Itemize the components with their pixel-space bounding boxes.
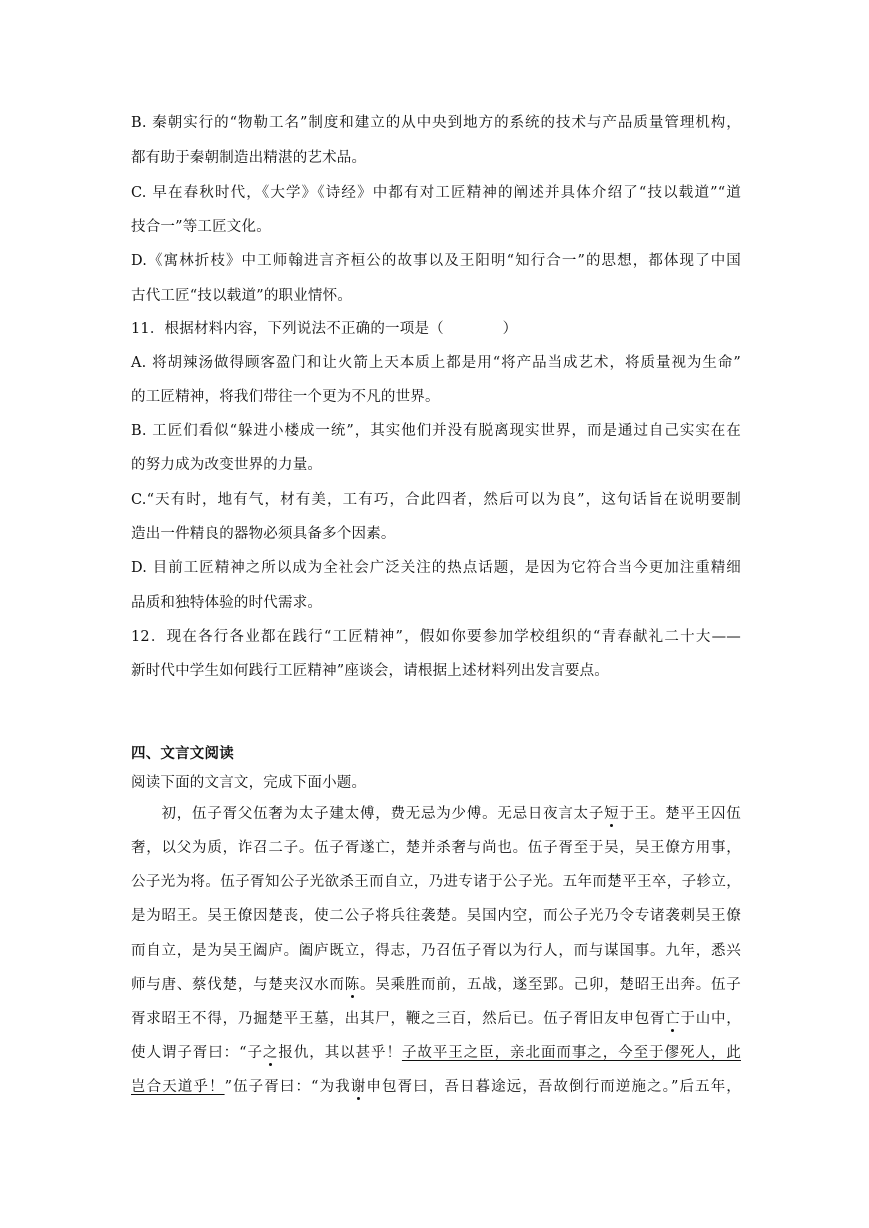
underlined-sentence: 岂合天道乎！ xyxy=(131,1079,225,1095)
q10-option-b-line1: B. 秦朝实行的“物勒工名”制度和建立的从中央到地方的系统的技术与产品质量管理机构， xyxy=(131,115,741,131)
q10-option-b-line2: 都有助于秦朝制造出精湛的艺术品。 xyxy=(131,150,367,166)
passage-line-2: 奢，以父为质，诈召二子。伍子胥遂亡，楚并杀奢与尚也。伍子胥至于吴，吴王僚方用事， xyxy=(131,840,741,856)
passage-line-7 xyxy=(131,1009,741,1029)
underlined-sentence: 子故平王之臣，亲北面而事之，今至于僇死人，此 xyxy=(401,1045,741,1061)
passage-line-9 xyxy=(131,1077,741,1097)
q10-option-d-line2: 古代工匠“技以载道”的职业情怀。 xyxy=(131,288,353,304)
q11-option-b-line1: B. 工匠们看似“躲进小楼成一统”，其实他们并没有脱离现实世界，而是通过自己实实在在 xyxy=(131,423,741,439)
passage-text: 胥求昭王不得，乃掘楚平王墓，出其尸，鞭之三百，然后已。伍子胥旧友申包胥 xyxy=(131,1011,666,1027)
q12-line1: 12．现在各行各业都在践行“工匠精神”，假如你要参加学校组织的“青春献礼二十大—— xyxy=(131,629,741,645)
q11-option-c-line2: 造出一件精良的器物必须具备多个因素。 xyxy=(131,526,396,542)
emphasis-dot-char: 短 xyxy=(604,806,620,822)
passage-line-8 xyxy=(131,1043,741,1063)
emphasis-dot-char: 亡 xyxy=(665,1011,681,1027)
q10-option-c-line1: C. 早在春秋时代，《大学》《诗经》中都有对工匠精神的阐述并具体介绍了“技以载道”“道 xyxy=(131,185,741,201)
emphasis-dot-char: 之 xyxy=(262,1045,279,1061)
passage-line-4: 是为昭王。吴王僚因楚丧，使二公子将兵往袭楚。吴国内空，而公子光乃令专诸袭刺吴王僚 xyxy=(131,908,741,924)
q11-option-a-line1: A. 将胡辣汤做得顾客盈门和让火箭上天本质上都是用“将产品当成艺术，将质量视为生命” xyxy=(131,355,741,371)
passage-text: 于王。楚平王囚伍 xyxy=(619,806,741,822)
q11-option-b-line2: 的努力成为改变世界的力量。 xyxy=(131,457,323,473)
passage-text: 于山中， xyxy=(680,1011,741,1027)
emphasis-dot-char: 陈 xyxy=(344,977,360,993)
passage-text: 师与唐、蔡伐楚，与楚夹汉水而 xyxy=(131,977,345,993)
q12-line2: 新时代中学生如何践行工匠精神”座谈会，请根据上述材料列出发言要点。 xyxy=(131,663,610,679)
passage-line-1 xyxy=(131,804,741,824)
q11-option-a-line2: 的工匠精神，将我们带往一个更为不凡的世界。 xyxy=(131,389,440,405)
passage-text: ”伍子胥曰：“为我 xyxy=(224,1079,351,1095)
q10-option-c-line2: 技合一”等工匠文化。 xyxy=(131,219,271,235)
passage-text: 使人谓子胥曰：“子 xyxy=(131,1045,263,1061)
q11-option-d-line2: 品质和独特体验的时代需求。 xyxy=(131,595,323,611)
section-instruction: 阅读下面的文言文，完成下面小题。 xyxy=(131,775,367,791)
q11-option-d-line1: D. 目前工匠精神之所以成为全社会广泛关注的热点话题，是因为它符合当今更加注重精细 xyxy=(131,560,741,576)
q10-option-d-line1: D.《寓林折枝》中工师翰进言齐桓公的故事以及王阳明“知行合一”的思想，都体现了中国 xyxy=(131,253,741,269)
passage-text: 初，伍子胥父伍奢为太子建太傅，费无忌为少傅。无忌日夜言太子 xyxy=(131,806,605,822)
passage-line-6 xyxy=(131,975,741,995)
passage-line-5: 而自立，是为吴王阖庐。阖庐既立，得志，乃召伍子胥以为行人，而与谋国事。九年，悉兴 xyxy=(131,943,741,959)
passage-line-3: 公子光为将。伍子胥知公子光欲杀王而自立，乃进专诸于公子光。五年而楚平王卒，子轸立， xyxy=(131,874,741,890)
emphasis-dot-char: 谢 xyxy=(350,1079,367,1095)
passage-text: 申包胥曰，吾日暮途远，吾故倒行而逆施之。”后五年， xyxy=(366,1079,742,1095)
q11-stem: 11．根据材料内容，下列说法不正确的一项是（ ） xyxy=(131,321,518,337)
passage-text: 报仇，其以甚乎！ xyxy=(278,1045,402,1061)
passage-text: 。吴乘胜而前，五战，遂至郢。己卯，楚昭王出奔。伍子 xyxy=(359,977,741,993)
q11-option-c-line1: C.“天有时，地有气，材有美，工有巧，合此四者，然后可以为良”，这句话旨在说明要制 xyxy=(131,492,741,508)
section-heading: 四、文言文阅读 xyxy=(131,746,234,762)
